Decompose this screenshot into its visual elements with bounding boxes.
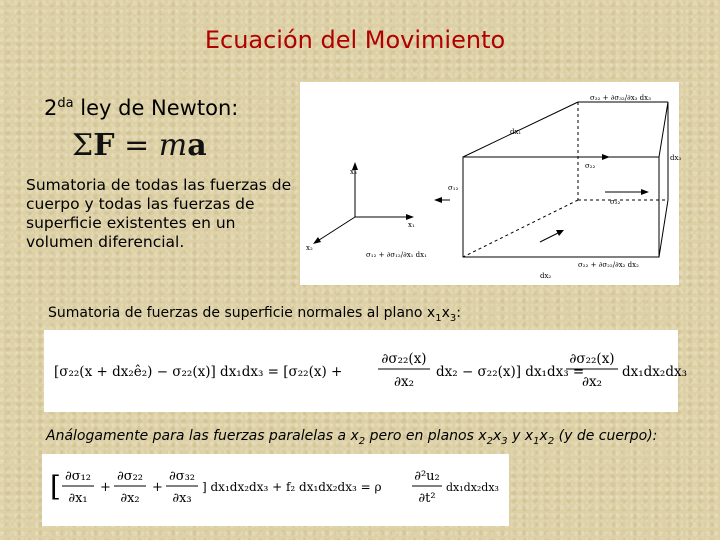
subtitle2-s2: 2 bbox=[486, 435, 493, 447]
newton-law-heading bbox=[44, 96, 238, 120]
eq2-den4: ∂t² bbox=[418, 491, 436, 506]
label-br-derivative: σ₂₂ + ∂σ₂₂/∂x₂ dx₂ bbox=[578, 261, 639, 269]
subtitle2-s5: 2 bbox=[547, 435, 555, 447]
cube-front-face bbox=[463, 157, 659, 257]
eq2-num3: ∂σ₃₂ bbox=[168, 469, 196, 484]
subtitle-normal-forces bbox=[48, 305, 461, 324]
arrow-x2-head bbox=[313, 237, 321, 244]
eq1-part-a: [σ₂₂(x + dx₂ê₂) − σ₂₂(x)] dx₁dx₃ = [σ₂₂(x) + bbox=[54, 364, 343, 380]
subtitle1-x: x bbox=[441, 305, 450, 321]
sigma-symbol: Σ bbox=[72, 128, 94, 163]
eq2-den1: ∂x₁ bbox=[68, 491, 88, 506]
eq2-den3: ∂x₃ bbox=[172, 491, 192, 506]
label-dx3: dx₃ bbox=[670, 154, 682, 162]
arrow-sigma12-bottom bbox=[540, 232, 560, 242]
eq1-den1: ∂x₂ bbox=[393, 374, 415, 390]
label-s32-right: σ₃₂ bbox=[610, 198, 621, 206]
newton-sup: da bbox=[57, 96, 74, 111]
eq2-num2: ∂σ₂₂ bbox=[116, 469, 144, 484]
newton-rest: ley de Newton: bbox=[73, 96, 239, 120]
label-x2: x₂ bbox=[306, 244, 313, 252]
arrowhead-left bbox=[434, 197, 442, 203]
arrowhead-right bbox=[641, 189, 649, 195]
equation-2 bbox=[42, 454, 509, 526]
label-x3: x₃ bbox=[350, 168, 357, 176]
label-s12-left: σ₁₂ bbox=[448, 184, 459, 192]
eq2-open-bracket: [ bbox=[50, 470, 61, 503]
axis-x2-line bbox=[316, 217, 355, 242]
force-symbol: F bbox=[93, 128, 115, 163]
eq2-end: dx₁dx₂dx₃ bbox=[446, 481, 499, 494]
subtitle2-t4: y x bbox=[507, 428, 534, 444]
label-dx2: dx₂ bbox=[540, 272, 552, 280]
eq1-num1: ∂σ₂₂(x) bbox=[381, 351, 427, 367]
label-x1: x₁ bbox=[408, 221, 415, 229]
subtitle2-t3: x bbox=[493, 428, 502, 444]
subtitle1-end: : bbox=[456, 305, 461, 321]
newton-prefix: 2 bbox=[44, 96, 58, 120]
subtitle2-t6: (y de cuerpo): bbox=[554, 428, 658, 444]
newton-equation bbox=[72, 128, 207, 163]
subtitle2-t2: pero en planos x bbox=[365, 428, 487, 444]
label-s22-top: σ₂₂ bbox=[585, 162, 596, 170]
eq1-part-b: dx₂ − σ₂₂(x)] dx₁dx₃ = bbox=[436, 364, 585, 380]
eq2-plus1: + bbox=[100, 480, 111, 495]
cube-edge-tr bbox=[659, 102, 668, 157]
arrowhead-top bbox=[602, 154, 610, 160]
subtitle2-s1: 2 bbox=[358, 435, 366, 447]
eq2-num4: ∂²u₂ bbox=[414, 469, 440, 484]
cube-edge-br bbox=[659, 200, 668, 257]
eq1-part-c: dx₁dx₂dx₃ bbox=[622, 364, 688, 380]
subtitle1-sub2: 3 bbox=[449, 312, 457, 324]
arrow-x1-head bbox=[406, 214, 414, 220]
subtitle1-sub1: 1 bbox=[435, 312, 442, 324]
subtitle2-t1: Análogamente para las fuerzas paralelas a x bbox=[46, 428, 359, 444]
equation-2-panel bbox=[42, 454, 509, 526]
cube-hidden-diagonal bbox=[463, 200, 578, 257]
eq2-num1: ∂σ₁₂ bbox=[64, 469, 92, 484]
subtitle-parallel-forces bbox=[46, 428, 657, 447]
subtitle2-s3: 3 bbox=[501, 435, 508, 447]
subtitle2-t5: x bbox=[539, 428, 548, 444]
equals-sign: = bbox=[114, 128, 159, 163]
subtitle2-s4: 1 bbox=[533, 435, 540, 447]
description-text: Sumatoria de todas las fuerzas de cuerpo y todas las fuerzas de superficie existentes en un volumen diferencial. bbox=[26, 176, 292, 251]
eq2-plus2: + bbox=[152, 480, 163, 495]
eq1-num2: ∂σ₂₂(x) bbox=[569, 351, 615, 367]
cube-diagram bbox=[300, 82, 682, 285]
acceleration-symbol: a bbox=[187, 128, 207, 163]
slide-title: Ecuación del Movimiento bbox=[204, 26, 506, 54]
equation-1 bbox=[44, 330, 688, 412]
label-top-derivative: σ₃₂ + ∂σ₃₂/∂x₃ dx₃ bbox=[590, 94, 651, 102]
subtitle1-text: Sumatoria de fuerzas de superficie normales al plano x bbox=[48, 305, 436, 321]
label-bl-derivative: σ₁₂ + ∂σ₁₂/∂x₁ dx₁ bbox=[366, 251, 427, 259]
mass-symbol: m bbox=[158, 128, 188, 163]
eq2-den2: ∂x₂ bbox=[120, 491, 140, 506]
eq2-middle: ] dx₁dx₂dx₃ + f₂ dx₁dx₂dx₃ = ρ bbox=[202, 480, 382, 494]
eq1-den2: ∂x₂ bbox=[581, 374, 603, 390]
label-dx1: dx₁ bbox=[510, 128, 522, 136]
differential-volume-figure bbox=[300, 82, 682, 285]
equation-1-panel bbox=[44, 330, 688, 412]
